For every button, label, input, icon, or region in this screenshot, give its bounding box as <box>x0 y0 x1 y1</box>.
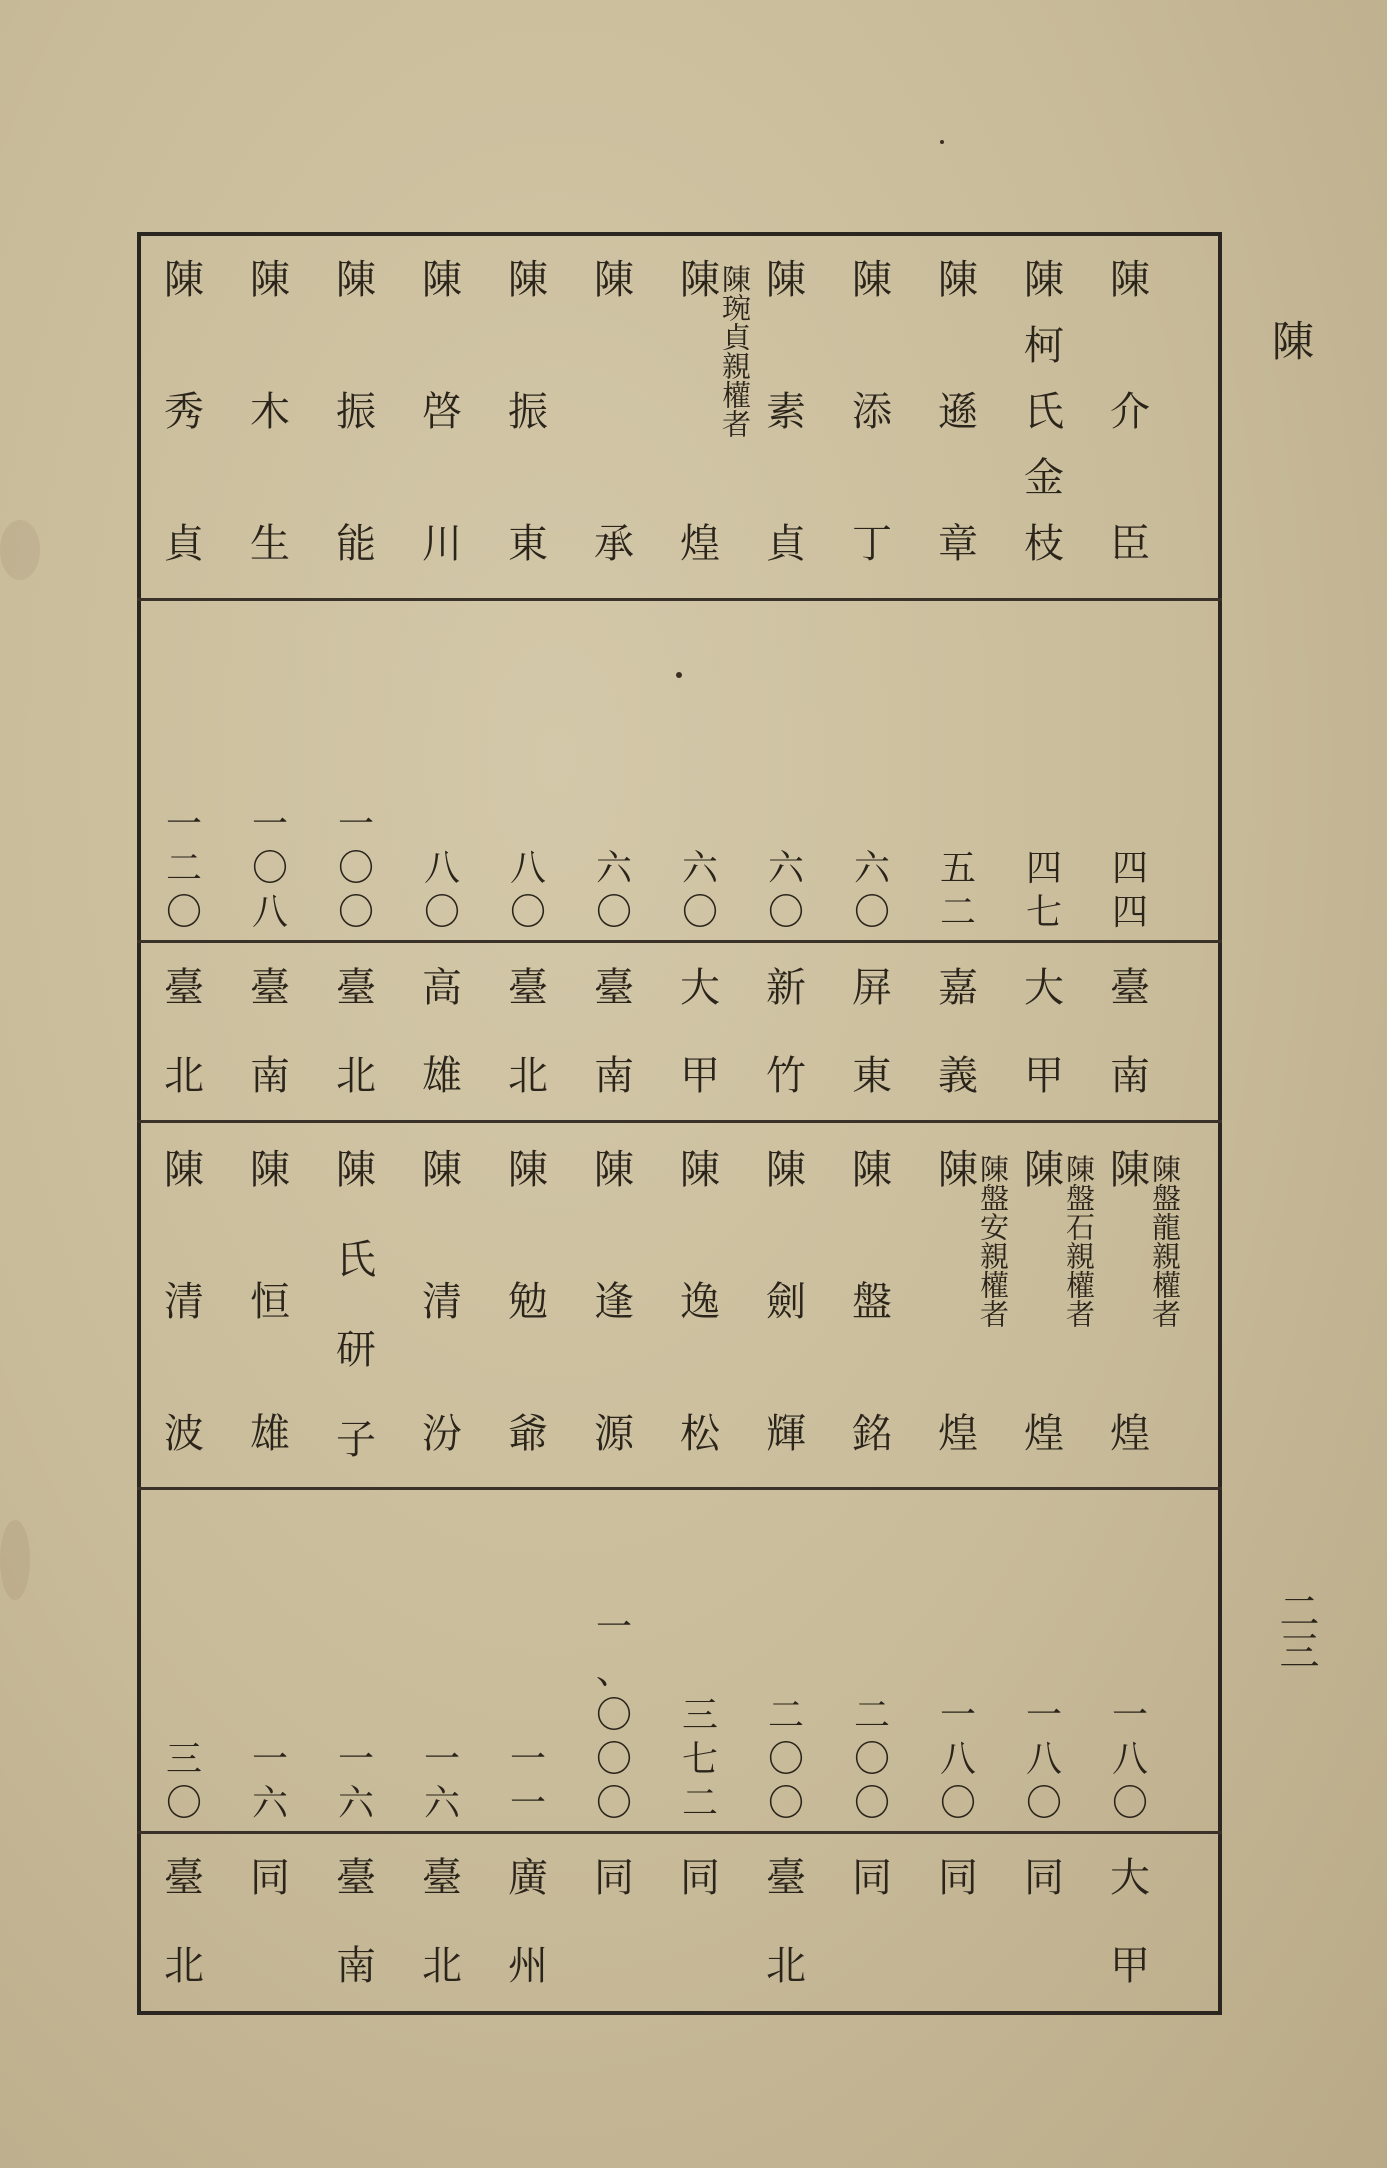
name-char: 東 <box>508 521 548 567</box>
place-char: 南 <box>336 1943 376 1989</box>
name-char: 振 <box>336 389 376 435</box>
name-char: 啓 <box>422 389 462 435</box>
name-column <box>758 1148 814 1456</box>
place-column <box>500 1856 556 1988</box>
name-column <box>844 1148 900 1456</box>
name-char: 貞 <box>164 521 204 567</box>
guardian-note: 陳盤龍親權者 <box>1148 1154 1182 1328</box>
place-column <box>1102 1856 1158 1988</box>
name-column <box>586 1148 642 1456</box>
name-char: 波 <box>164 1411 204 1457</box>
place-char: 臺 <box>250 965 290 1011</box>
paper-stain <box>0 520 40 580</box>
place-char: 臺 <box>336 1855 376 1901</box>
share-number: 四 七 <box>1025 848 1062 933</box>
place-char: 臺 <box>766 1855 806 1901</box>
share-number: 一 〇 〇 <box>337 804 374 933</box>
blank-cell <box>844 1944 900 1988</box>
place-column <box>500 966 556 1098</box>
place-char: 高 <box>422 965 462 1011</box>
place-char: 北 <box>164 1943 204 1989</box>
place-char: 北 <box>508 1053 548 1099</box>
name-char: 陳 <box>508 257 548 303</box>
place-char: 南 <box>1110 1053 1150 1099</box>
name-char: 陳 <box>938 1147 978 1193</box>
place-char: 臺 <box>508 965 548 1011</box>
place-char: 同 <box>680 1855 720 1901</box>
blank-cell <box>586 1944 642 1988</box>
name-column <box>500 258 556 566</box>
name-char: 研 <box>336 1327 376 1373</box>
place-column <box>758 966 814 1098</box>
name-char: 章 <box>938 521 978 567</box>
name-char: 源 <box>594 1411 634 1457</box>
place-char: 臺 <box>1110 965 1150 1011</box>
name-column <box>586 258 642 566</box>
ink-speck <box>940 140 944 144</box>
place-char: 北 <box>422 1943 462 1989</box>
share-number: 一 〇 八 <box>251 804 288 933</box>
name-column <box>500 1148 556 1456</box>
name-char: 能 <box>336 521 376 567</box>
place-char: 臺 <box>164 1855 204 1901</box>
divider-bottom-names <box>137 1487 1222 1490</box>
place-char: 新 <box>766 965 806 1011</box>
name-char: 素 <box>766 389 806 435</box>
name-column <box>242 1148 298 1456</box>
name-char: 清 <box>422 1279 462 1325</box>
name-char: 承 <box>594 521 634 567</box>
share-number: 八 〇 <box>423 848 460 933</box>
blank-cell <box>1016 1944 1072 1988</box>
name-char: 輝 <box>766 1411 806 1457</box>
place-char: 臺 <box>336 965 376 1011</box>
name-char: 松 <box>680 1411 720 1457</box>
name-column <box>672 1148 728 1456</box>
share-number: 二 〇 〇 <box>853 1695 890 1824</box>
place-char: 北 <box>766 1943 806 1989</box>
name-char: 介 <box>1110 389 1150 435</box>
place-char: 州 <box>508 1943 548 1989</box>
place-column <box>242 1856 298 1988</box>
name-char: 陳 <box>680 1147 720 1193</box>
place-char: 同 <box>938 1855 978 1901</box>
place-char: 同 <box>250 1855 290 1901</box>
name-char: 陳 <box>422 1147 462 1193</box>
name-char: 陳 <box>852 1147 892 1193</box>
place-column <box>672 966 728 1098</box>
share-number: 一 一 <box>509 1739 546 1824</box>
name-char: 逢 <box>594 1279 634 1325</box>
name-char: 遜 <box>938 389 978 435</box>
name-char: 陳 <box>1110 1147 1150 1193</box>
place-char: 大 <box>1110 1855 1150 1901</box>
place-char: 同 <box>594 1855 634 1901</box>
name-column <box>1102 258 1158 566</box>
share-number: 六 〇 <box>767 848 804 933</box>
name-column <box>156 1148 212 1456</box>
name-char: 煌 <box>680 521 720 567</box>
share-number: 二 〇 〇 <box>767 1695 804 1824</box>
blank-cell <box>930 1944 986 1988</box>
place-char: 同 <box>852 1855 892 1901</box>
place-char: 南 <box>594 1053 634 1099</box>
name-char: 川 <box>422 521 462 567</box>
share-number: 一 八 〇 <box>1111 1695 1148 1824</box>
paper-stain <box>0 1520 30 1600</box>
name-char: 劍 <box>766 1279 806 1325</box>
name-char: 陳 <box>1024 257 1064 303</box>
place-char: 竹 <box>766 1053 806 1099</box>
share-number: 一 六 <box>251 1739 288 1824</box>
share-number: 六 〇 <box>853 848 890 933</box>
place-char: 屏 <box>852 965 892 1011</box>
share-number: 一 二 〇 <box>165 804 202 933</box>
place-char: 義 <box>938 1053 978 1099</box>
name-char: 臣 <box>1110 521 1150 567</box>
place-column <box>328 966 384 1098</box>
name-char: 清 <box>164 1279 204 1325</box>
place-char: 甲 <box>680 1053 720 1099</box>
place-column <box>758 1856 814 1988</box>
blank-cell <box>672 1944 728 1988</box>
name-column <box>156 258 212 566</box>
place-column <box>1016 1856 1072 1988</box>
name-char: 陳 <box>1024 1147 1064 1193</box>
place-char: 嘉 <box>938 965 978 1011</box>
guardian-note: 陳盤安親權者 <box>976 1154 1010 1328</box>
name-column <box>328 258 384 566</box>
name-char: 子 <box>336 1417 376 1463</box>
guardian-note: 陳盤石親權者 <box>1062 1154 1096 1328</box>
name-column <box>758 258 814 566</box>
name-column <box>1016 258 1072 566</box>
name-column <box>930 258 986 566</box>
name-column <box>414 258 470 566</box>
share-number: 一 八 〇 <box>939 1695 976 1824</box>
name-char: 陳 <box>336 1147 376 1193</box>
divider-bottom-numbers <box>137 1831 1222 1834</box>
name-char: 陳 <box>164 257 204 303</box>
header-char: 陳 <box>1272 317 1315 366</box>
share-number: 八 〇 <box>509 848 546 933</box>
place-column <box>586 966 642 1098</box>
place-column <box>156 1856 212 1988</box>
share-number: 一 六 <box>337 1739 374 1824</box>
share-number: 三 七 二 <box>681 1695 718 1824</box>
place-column <box>328 1856 384 1988</box>
name-char: 秀 <box>164 389 204 435</box>
place-column <box>586 1856 642 1988</box>
share-number: 一 八 〇 <box>1025 1695 1062 1824</box>
name-char: 雄 <box>250 1411 290 1457</box>
name-char: 盤 <box>852 1279 892 1325</box>
name-char: 恒 <box>250 1279 290 1325</box>
place-column <box>156 966 212 1098</box>
name-char: 陳 <box>250 1147 290 1193</box>
place-column <box>672 1856 728 1988</box>
guardian-note: 陳琬貞親權者 <box>718 264 752 438</box>
name-char: 陳 <box>766 1147 806 1193</box>
place-char: 臺 <box>594 965 634 1011</box>
name-char: 爺 <box>508 1411 548 1457</box>
name-char: 煌 <box>1110 1411 1150 1457</box>
place-char: 大 <box>1024 965 1064 1011</box>
place-column <box>930 1856 986 1988</box>
place-column <box>414 966 470 1098</box>
name-char: 氏 <box>336 1237 376 1283</box>
blank-cell <box>242 1944 298 1988</box>
share-number: 六 〇 <box>681 848 718 933</box>
place-column <box>844 1856 900 1988</box>
place-column <box>844 966 900 1098</box>
share-number: 三 〇 <box>165 1739 202 1824</box>
name-char: 陳 <box>1110 257 1150 303</box>
ink-speck <box>676 672 682 678</box>
name-char: 勉 <box>508 1279 548 1325</box>
name-column <box>844 258 900 566</box>
name-char: 陳 <box>164 1147 204 1193</box>
name-char: 柯 <box>1024 323 1064 369</box>
name-char: 枝 <box>1024 521 1064 567</box>
name-char: 丁 <box>852 521 892 567</box>
name-char: 煌 <box>1024 1411 1064 1457</box>
name-char: 振 <box>508 389 548 435</box>
share-number: 一 、 〇 〇 〇 <box>595 1607 632 1824</box>
place-char: 東 <box>852 1053 892 1099</box>
share-number: 六 〇 <box>595 848 632 933</box>
name-char: 金 <box>1024 455 1064 501</box>
place-column <box>930 966 986 1098</box>
place-char: 臺 <box>164 965 204 1011</box>
place-column <box>242 966 298 1098</box>
name-char: 貞 <box>766 521 806 567</box>
place-char: 雄 <box>422 1053 462 1099</box>
place-char: 北 <box>336 1053 376 1099</box>
name-char: 添 <box>852 389 892 435</box>
place-char: 大 <box>680 965 720 1011</box>
name-char: 陳 <box>766 257 806 303</box>
place-char: 臺 <box>422 1855 462 1901</box>
name-char: 生 <box>250 521 290 567</box>
divider-top-names <box>137 598 1222 601</box>
share-number: 一 六 <box>423 1739 460 1824</box>
name-char: 逸 <box>680 1279 720 1325</box>
share-number: 五 二 <box>939 848 976 933</box>
name-char: 陳 <box>422 257 462 303</box>
divider-top-places <box>137 1120 1222 1123</box>
name-char: 陳 <box>508 1147 548 1193</box>
divider-top-numbers <box>137 940 1222 943</box>
name-char: 陳 <box>938 257 978 303</box>
place-column <box>1016 966 1072 1098</box>
name-char: 木 <box>250 389 290 435</box>
name-column <box>242 258 298 566</box>
place-char: 廣 <box>508 1855 548 1901</box>
place-char: 北 <box>164 1053 204 1099</box>
page-number: 二三 <box>1273 1590 1319 1670</box>
place-char: 甲 <box>1024 1053 1064 1099</box>
name-column <box>414 1148 470 1456</box>
name-char: 煌 <box>938 1411 978 1457</box>
name-char: 陳 <box>250 257 290 303</box>
name-char: 氏 <box>1024 389 1064 435</box>
name-char: 陳 <box>852 257 892 303</box>
place-char: 甲 <box>1110 1943 1150 1989</box>
name-char: 陳 <box>680 257 720 303</box>
name-char: 銘 <box>852 1411 892 1457</box>
name-char: 陳 <box>594 1147 634 1193</box>
place-char: 同 <box>1024 1855 1064 1901</box>
place-column <box>414 1856 470 1988</box>
place-char: 南 <box>250 1053 290 1099</box>
name-char: 陳 <box>594 257 634 303</box>
name-char: 汾 <box>422 1411 462 1457</box>
share-number: 四 四 <box>1111 848 1148 933</box>
blank-cell <box>586 390 642 434</box>
place-column <box>1102 966 1158 1098</box>
name-column <box>328 1148 384 1462</box>
name-char: 陳 <box>336 257 376 303</box>
